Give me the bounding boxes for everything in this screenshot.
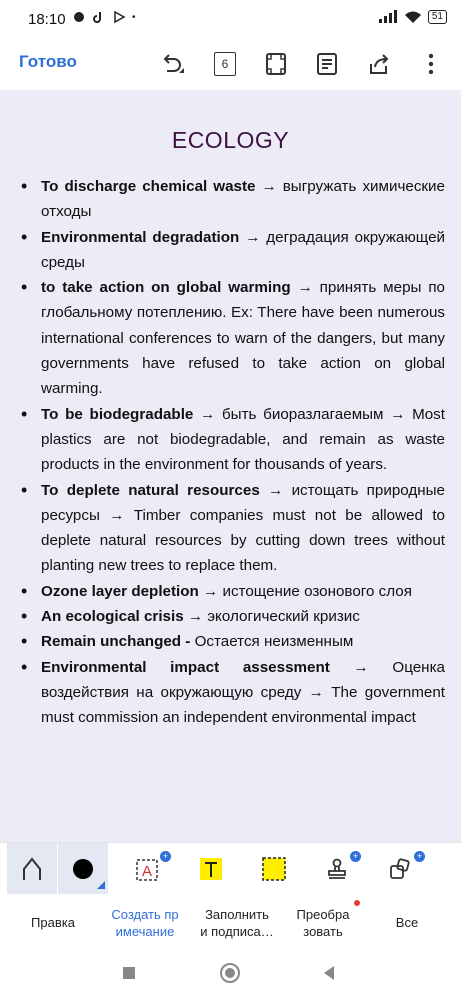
item-term: Remain unchanged - — [41, 633, 191, 651]
list-item — [21, 579, 445, 604]
text-highlight-tool[interactable] — [186, 843, 236, 895]
plus-badge-icon: + — [414, 851, 425, 862]
system-icons — [378, 10, 447, 24]
reading-mode-icon[interactable] — [313, 50, 341, 78]
tab-create-note[interactable]: Создать пр имечание — [111, 907, 179, 939]
list-item — [21, 225, 445, 276]
item-term: Environmental impact assessment — [41, 658, 330, 676]
dropdown-corner-icon — [97, 881, 105, 889]
item-term: To deplete natural resources — [41, 481, 260, 499]
item-translation: → истощение озонового слоя — [198, 582, 412, 600]
page-count-icon[interactable] — [211, 50, 239, 78]
color-picker[interactable] — [58, 843, 108, 895]
pen-icon — [20, 856, 44, 882]
notification-icons — [72, 10, 136, 24]
share-icon[interactable] — [365, 50, 393, 78]
area-highlight-icon — [262, 857, 286, 881]
back-icon[interactable] — [322, 965, 336, 981]
play-icon — [112, 10, 126, 24]
signal-icon — [378, 10, 398, 24]
recents-icon[interactable] — [122, 966, 136, 980]
document-page — [0, 90, 461, 842]
stamp-tool[interactable] — [312, 843, 362, 895]
tiktok-icon — [92, 10, 106, 24]
list-item — [21, 275, 445, 401]
pen-tool[interactable] — [7, 843, 57, 895]
wifi-icon — [404, 10, 422, 24]
item-term: to take action on global warming — [41, 279, 291, 297]
item-translation: → принять меры по глобальному потеплению. Ex: There have been numerous international conferences to warn of the dangers, but many governments have refused to take action on global warming. — [41, 279, 446, 398]
svg-text:A: A — [142, 863, 153, 880]
cloud-icon — [72, 10, 86, 24]
bottom-tabs — [0, 894, 461, 952]
item-term: An ecological crisis — [41, 608, 184, 626]
color-dot-icon — [71, 857, 95, 881]
shapes-tool[interactable] — [376, 843, 426, 895]
tab-edit[interactable]: Правка — [31, 915, 75, 930]
document-title: ECOLOGY — [171, 127, 290, 153]
battery-icon: 51 — [428, 10, 447, 24]
item-translation: → экологический кризис — [183, 608, 360, 626]
more-icon[interactable] — [417, 50, 445, 78]
home-icon[interactable] — [219, 962, 241, 984]
list-item — [21, 629, 445, 654]
item-translation: → быть биоразлагаемым → Most plastics are not biodegradable, and remain as waste products in the environment for thousands of years. — [41, 405, 445, 474]
text-highlight-icon — [199, 856, 223, 882]
page-count-label: 6 — [214, 52, 236, 76]
item-translation: → Оценка воздействия на окружающую среду → The government must commission an independent environmental impact — [41, 658, 445, 727]
list-item — [21, 174, 445, 225]
top-toolbar — [0, 38, 461, 90]
text-box-icon — [134, 856, 160, 882]
item-term: Ozone layer depletion — [41, 582, 199, 600]
tab-fill-sign[interactable]: Заполнить и подписа… — [200, 907, 274, 939]
item-term: Environmental degradation — [41, 228, 240, 246]
area-highlight-tool[interactable] — [249, 843, 299, 895]
dot-icon: • — [132, 11, 136, 23]
plus-badge-icon: + — [350, 851, 361, 862]
status-time: 18:10 — [28, 11, 66, 28]
tab-all[interactable]: Все — [395, 915, 419, 930]
tab-convert[interactable]: Преобра зовать — [296, 907, 350, 939]
fullscreen-icon[interactable] — [262, 50, 290, 78]
list-item — [21, 655, 445, 731]
plus-badge-icon: + — [160, 851, 171, 862]
undo-icon[interactable] — [158, 50, 186, 78]
item-translation: Остается неизменным — [190, 633, 354, 651]
status-bar — [0, 0, 461, 38]
text-box-tool[interactable] — [122, 843, 172, 895]
notification-dot — [354, 900, 360, 906]
item-translation: → деградация окружающей среды — [41, 228, 445, 271]
list-item — [21, 604, 445, 629]
list-item — [21, 478, 445, 579]
item-term: To discharge chemical waste — [41, 178, 256, 195]
item-translation: → истощать природные ресурсы → Timber companies must not be allowed to deplete natural resources by cutting down trees without planting new trees to replace them. — [41, 481, 445, 575]
list-item — [21, 402, 445, 478]
annotation-tools — [0, 842, 461, 895]
done-button[interactable]: Готово — [19, 52, 77, 71]
shapes-icon — [389, 857, 413, 881]
stamp-icon — [325, 857, 349, 881]
vocabulary-list — [21, 174, 445, 731]
item-term: To be biodegradable — [41, 405, 194, 423]
system-nav-bar — [0, 952, 461, 1000]
item-translation: → выгружать химические отходы — [41, 178, 445, 221]
